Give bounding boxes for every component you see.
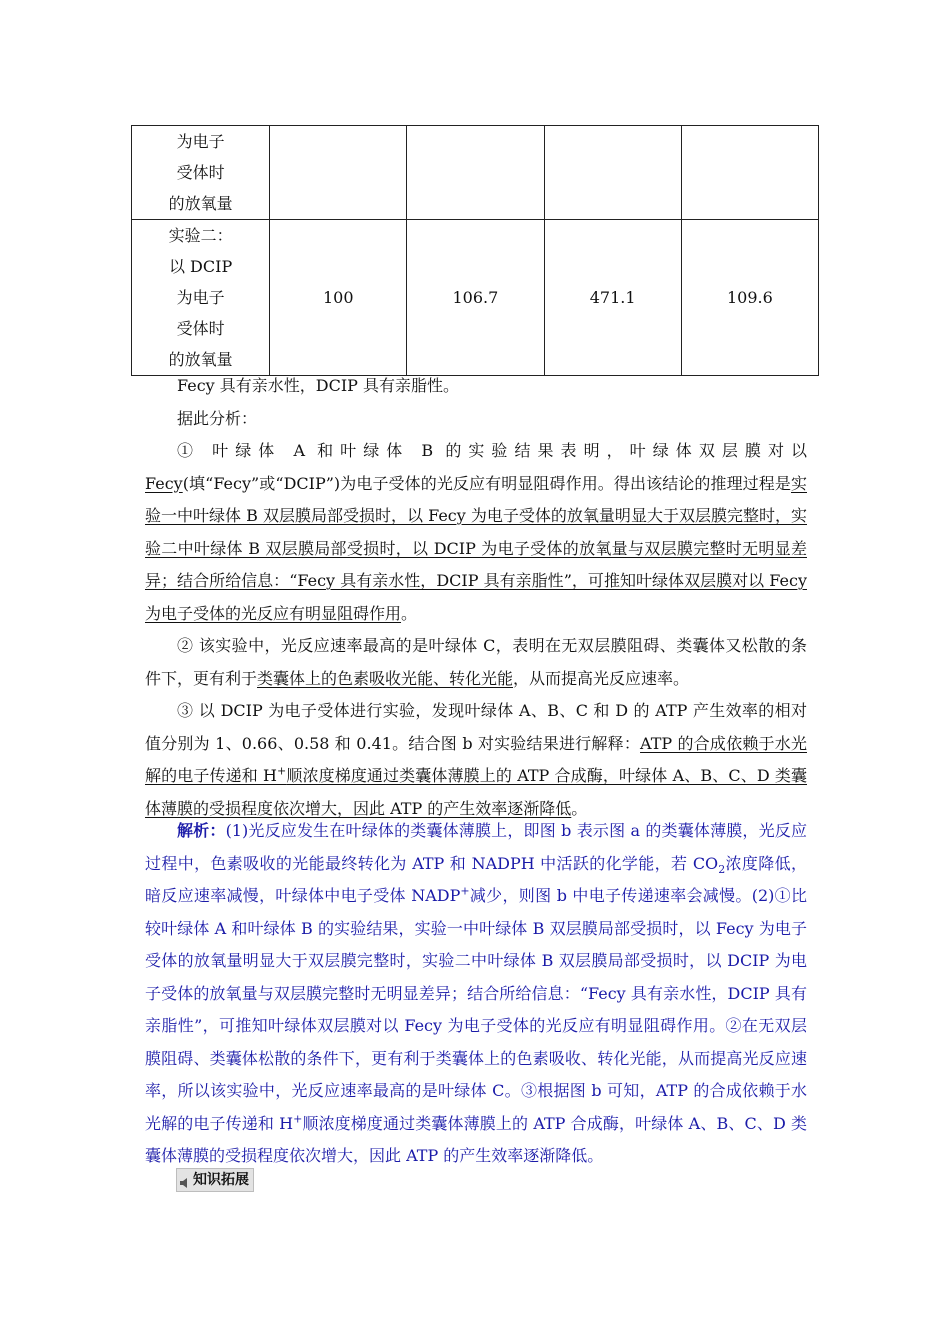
subquestion-2: ② 该实验中，光反应速率最高的是叶绿体 C，表明在无双层膜阻碍、类囊体又松散的条件下，更有利于类囊体上的色素吸收光能、转化光能，从而提高光反应速率。 [145, 636, 807, 688]
question-body [145, 370, 807, 825]
oxygen-release-table [131, 125, 819, 376]
answer-blank: 实验一中叶绿体 B 双层膜局部受损时，以 Fecy 为电子受体的放氧量明显大于双层膜完整时，实验二中叶绿体 B 双层膜局部受损时，以 DCIP 为电子受体的放氧量与双层膜完整时无明显差异；结合所给信息：“Fecy 具有亲水性，DCIP 具有亲脂性”，可推知叶绿体双层膜对以 Fecy 为电子受体的光反应有明显阻碍作用 [145, 473, 807, 623]
table-cell: 109.6 [681, 220, 818, 376]
table-row [132, 220, 819, 376]
row-header-exp2: 实验二： 以 DCIP 为电子 受体时 的放氧量 [132, 220, 270, 376]
speaker-icon [179, 1174, 191, 1186]
table-cell [407, 126, 544, 220]
analysis-lead: 据此分析： [177, 408, 258, 428]
answer-blank: Fecy [145, 473, 183, 493]
table-cell: 106.7 [407, 220, 544, 376]
subquestion-1: ① 叶绿体 A 和叶绿体 B 的实验结果表明，叶绿体双层膜对以 Fecy(填“Fecy”或“DCIP”)为电子受体的光反应有明显阻碍作用。得出该结论的推理过程是实验一中叶绿体 B 双层膜局部受损时，以 Fecy 为电子受体的放氧量明显大于双层膜完整时，实验二中叶绿体 B 双层膜局部受损时，以 DCIP 为电子受体的放氧量与双层膜完整时无明显差异；结合所给信息：“Fecy 具有亲水性，DCIP 具有亲脂性”，可推知叶绿体双层膜对以 Fecy 为电子受体的光反应有明显阻碍作用。 [145, 441, 807, 623]
property-note: Fecy 具有亲水性，DCIP 具有亲脂性。 [177, 376, 460, 395]
knowledge-extension-badge: 知识拓展 [176, 1168, 254, 1192]
table-cell: 471.1 [544, 220, 681, 376]
table-cell [544, 126, 681, 220]
subquestion-3: ③ 以 DCIP 为电子受体进行实验，发现叶绿体 A、B、C 和 D 的 ATP 产生效率的相对值分别为 1、0.66、0.58 和 0.41。结合图 b 对实验结果进行解释：ATP 的合成依赖于水光解的电子传递和 H+顺浓度梯度通过类囊体薄膜上的 ATP 合成酶，叶绿体 A、B、C、D 类囊体薄膜的受损程度依次增大，因此 ATP 的产生效率逐渐降低。 [145, 701, 807, 818]
table-cell [681, 126, 818, 220]
answer-blank: 类囊体上的色素吸收光能、转化光能 [257, 668, 514, 688]
row-header-exp1-continued: 为电子 受体时 的放氧量 [132, 126, 270, 220]
table-cell [270, 126, 407, 220]
explanation-label: 解析： [177, 821, 226, 840]
explanation: 解析：(1)光反应发生在叶绿体的类囊体薄膜上，即图 b 表示图 a 的类囊体薄膜，光反应过程中，色素吸收的光能最终转化为 ATP 和 NADPH 中活跃的化学能，若 $CO_2$浓度降低，暗反应速率减慢，叶绿体中电子受体 NADP+减少，则图 b 中电子传递速率会减慢。(2)①比较叶绿体 A 和叶绿体 B 的实验结果，实验一中叶绿体 B 双层膜局部受损时，以 Fecy 为电子受体的放氧量明显大于双层膜完整时，实验二中叶绿体 B 双层膜局部受损时，以 DCIP 为电子受体的放氧量与双层膜完整时无明显差异；结合所给信息：“Fecy 具有亲水性，DCIP 具有亲脂性”，可推知叶绿体双层膜对以 Fecy 为电子受体的光反应有明显阻碍作用。②在无双层膜阻碍、类囊体松散的条件下，更有利于类囊体上的色素吸收、转化光能，从而提高光反应速率，所以该实验中，光反应速率最高的是叶绿体 C。③根据图 b 可知，ATP 的合成依赖于水光解的电子传递和 H+顺浓度梯度通过类囊体薄膜上的 ATP 合成酶，叶绿体 A、B、C、D 类囊体薄膜的受损程度依次增大，因此 ATP 的产生效率逐渐降低。 [145, 821, 807, 1165]
table-cell: 100 [270, 220, 407, 376]
answer-blank: ATP 的合成依赖于水光解的电子传递和 H+顺浓度梯度通过类囊体薄膜上的 ATP 合成酶，叶绿体 A、B、C、D 类囊体薄膜的受损程度依次增大，因此 ATP 的产生效率逐渐降低 [145, 733, 807, 818]
table-row [132, 126, 819, 220]
